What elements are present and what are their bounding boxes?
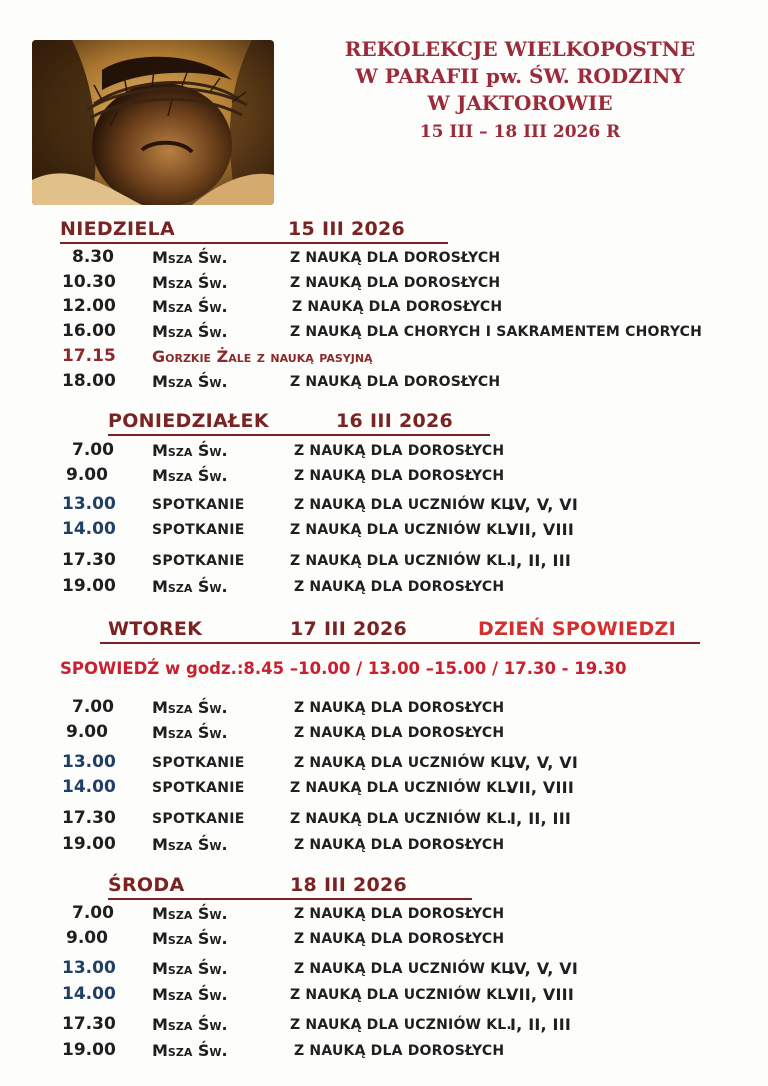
time: 10.30 [62, 272, 116, 292]
schedule-row [0, 247, 768, 271]
event: SPOTKANIE [152, 755, 245, 771]
christ-crown-of-thorns-image [32, 40, 274, 205]
event: Msza Św. [152, 1015, 228, 1034]
class-list: IV, V, VI [508, 495, 579, 514]
schedule-row [0, 903, 768, 927]
event: Msza Św. [152, 297, 228, 316]
schedule-row [0, 272, 768, 296]
class-list: I, II, III [510, 551, 572, 570]
schedule-row [0, 519, 768, 543]
description: Z NAUKĄ DLA UCZNIÓW KL. [290, 553, 512, 569]
time: 17.30 [62, 1014, 116, 1034]
day-date: 18 III 2026 [290, 874, 408, 896]
description: Z NAUKĄ DLA DOROSŁYCH [294, 931, 505, 947]
event: Msza Św. [152, 466, 228, 485]
schedule-row [0, 371, 768, 395]
time: 8.30 [72, 247, 114, 267]
event: SPOTKANIE [152, 780, 245, 796]
description: Z NAUKĄ DLA DOROSŁYCH [294, 700, 505, 716]
event: Msza Św. [152, 248, 228, 267]
time: 13.00 [62, 958, 116, 978]
schedule-row [0, 1040, 768, 1064]
event: Msza Św. [152, 929, 228, 948]
time: 9.00 [66, 722, 108, 742]
schedule-row [0, 465, 768, 489]
schedule-row [0, 346, 768, 370]
day-extra-label: DZIEŃ SPOWIEDZI [478, 618, 676, 640]
confession-hours: SPOWIEDŹ w godz.:8.45 –10.00 / 13.00 –15.00 / 17.30 - 19.30 [60, 659, 627, 678]
event: Msza Św. [152, 835, 228, 854]
description: Z NAUKĄ DLA DOROSŁYCH [292, 299, 503, 315]
schedule-row [0, 697, 768, 721]
heading-underline [108, 434, 490, 436]
time: 17.30 [62, 808, 116, 828]
event: Msza Św. [152, 985, 228, 1004]
description: Z NAUKĄ DLA DOROSŁYCH [290, 275, 501, 291]
time: 13.00 [62, 494, 116, 514]
event: Msza Św. [152, 1041, 228, 1060]
description: Z NAUKĄ DLA DOROSŁYCH [290, 374, 501, 390]
class-list: VII, VIII [506, 520, 574, 539]
time: 18.00 [62, 371, 116, 391]
description: Z NAUKĄ DLA UCZNIÓW KL. [290, 1017, 512, 1033]
class-list: VII, VIII [506, 778, 574, 797]
time: 9.00 [66, 928, 108, 948]
day-name: ŚRODA [108, 874, 185, 896]
description: Z NAUKĄ DLA DOROSŁYCH [294, 468, 505, 484]
day-date: 17 III 2026 [290, 618, 408, 640]
schedule-row [0, 752, 768, 776]
description: Z NAUKĄ DLA UCZNIÓW KL. [294, 755, 516, 771]
day-name: PONIEDZIAŁEK [108, 410, 269, 432]
schedule-row [0, 494, 768, 518]
schedule-row [0, 440, 768, 464]
class-list: IV, V, VI [508, 753, 579, 772]
heading-underline [100, 642, 700, 644]
time: 9.00 [66, 465, 108, 485]
description: Z NAUKĄ DLA DOROSŁYCH [294, 725, 505, 741]
title-line-2: W PARAFII pw. ŚW. RODZINY [355, 64, 685, 88]
day-date: 16 III 2026 [336, 410, 454, 432]
event: SPOTKANIE [152, 497, 245, 513]
schedule-row [0, 984, 768, 1008]
time: 7.00 [72, 697, 114, 717]
schedule-row [0, 928, 768, 952]
description: Z NAUKĄ DLA UCZNIÓW KL. [294, 497, 516, 513]
heading-underline [60, 242, 448, 244]
schedule-row [0, 958, 768, 982]
schedule-row [0, 777, 768, 801]
description: Z NAUKĄ DLA UCZNIÓW KL. [290, 987, 512, 1003]
description: Z NAUKĄ DLA DOROSŁYCH [294, 443, 505, 459]
event: SPOTKANIE [152, 522, 245, 538]
description: Z NAUKĄ DLA CHORYCH I SAKRAMENTEM CHORYCH [290, 324, 703, 340]
event: Msza Św. [152, 372, 228, 391]
time: 7.00 [72, 903, 114, 923]
description: Z NAUKĄ DLA DOROSŁYCH [290, 250, 501, 266]
event: Msza Św. [152, 698, 228, 717]
time: 13.00 [62, 752, 116, 772]
class-list: VII, VIII [506, 985, 574, 1004]
event: SPOTKANIE [152, 811, 245, 827]
time: 14.00 [62, 519, 116, 539]
time: 14.00 [62, 777, 116, 797]
event: Gorzkie Żale z nauką pasyjną [152, 347, 373, 366]
class-list: I, II, III [510, 1015, 572, 1034]
description: Z NAUKĄ DLA UCZNIÓW KL. [290, 522, 512, 538]
schedule-row [0, 576, 768, 600]
event: SPOTKANIE [152, 553, 245, 569]
day-date: 15 III 2026 [288, 218, 406, 240]
class-list: I, II, III [510, 809, 572, 828]
day-name: WTOREK [108, 618, 203, 640]
event: Msza Św. [152, 441, 228, 460]
description: Z NAUKĄ DLA UCZNIÓW KL. [294, 961, 516, 977]
schedule-row [0, 321, 768, 345]
day-name: NIEDZIELA [60, 218, 176, 240]
title-line-3: W JAKTOROWIE [427, 91, 613, 115]
description: Z NAUKĄ DLA UCZNIÓW KL. [290, 811, 512, 827]
event: Msza Św. [152, 723, 228, 742]
description: Z NAUKĄ DLA DOROSŁYCH [294, 906, 505, 922]
description: Z NAUKĄ DLA DOROSŁYCH [294, 837, 505, 853]
event: Msza Św. [152, 273, 228, 292]
schedule-row [0, 1014, 768, 1038]
time: 19.00 [62, 576, 116, 596]
schedule-row [0, 550, 768, 574]
time: 16.00 [62, 321, 116, 341]
description: Z NAUKĄ DLA UCZNIÓW KL. [290, 780, 512, 796]
schedule-row [0, 808, 768, 832]
event: Msza Św. [152, 577, 228, 596]
title-line-1: REKOLEKCJE WIELKOPOSTNE [344, 37, 696, 61]
event: Msza Św. [152, 904, 228, 923]
schedule-row [0, 722, 768, 746]
title-dates: 15 III – 18 III 2026 R [419, 122, 621, 142]
schedule-row [0, 834, 768, 858]
description: Z NAUKĄ DLA DOROSŁYCH [294, 579, 505, 595]
heading-underline [108, 898, 472, 900]
time: 12.00 [62, 296, 116, 316]
time: 7.00 [72, 440, 114, 460]
description: Z NAUKĄ DLA DOROSŁYCH [294, 1043, 505, 1059]
class-list: IV, V, VI [508, 959, 579, 978]
time: 19.00 [62, 1040, 116, 1060]
time: 17.30 [62, 550, 116, 570]
time: 14.00 [62, 984, 116, 1004]
poster-title [300, 36, 740, 145]
time: 17.15 [62, 346, 116, 366]
event: Msza Św. [152, 322, 228, 341]
time: 19.00 [62, 834, 116, 854]
schedule-row [0, 296, 768, 320]
event: Msza Św. [152, 959, 228, 978]
